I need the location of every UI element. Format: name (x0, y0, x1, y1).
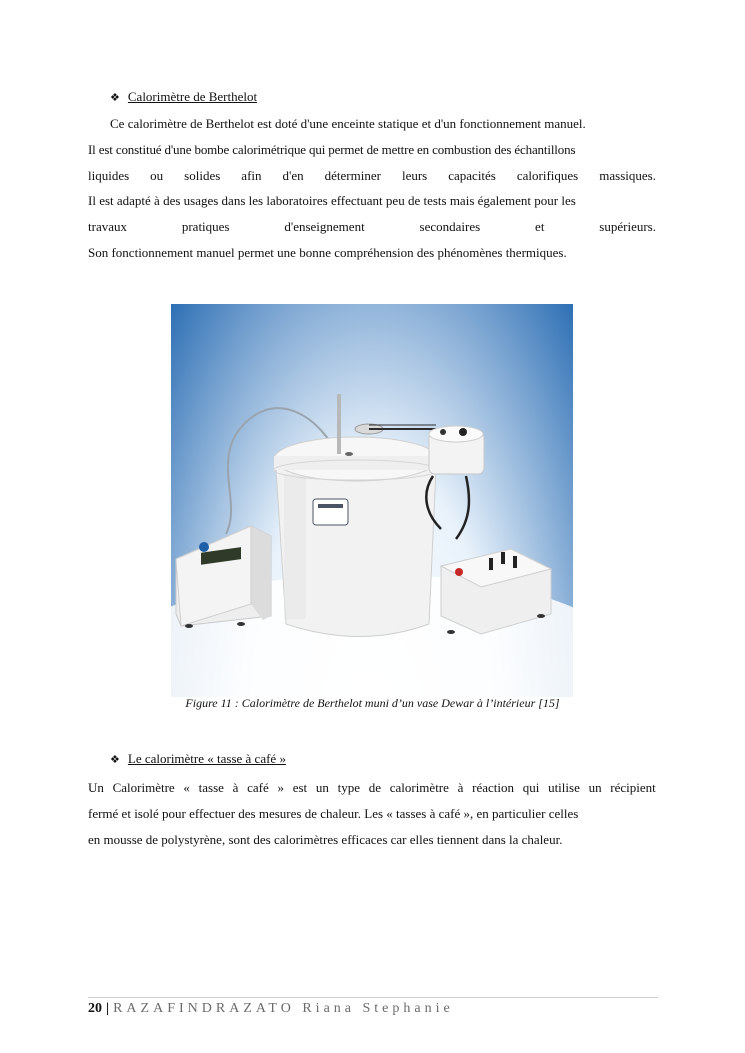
paragraph-line: Il est adapté à des usages dans les laboratoires effectuant peu de tests mais également pour les (88, 193, 576, 208)
word: récipient (610, 780, 656, 795)
word: d'en (282, 168, 304, 183)
word: à (457, 780, 464, 795)
word: afin (241, 168, 262, 183)
author-name: RAZAFINDRAZATO Riana Stephanie (113, 1001, 454, 1016)
paragraph-line: fermé et isolé pour effectuer des mesures de chaleur. Les « tasses à café », en particulier celles (88, 806, 579, 821)
word: un (315, 780, 329, 795)
word: calorimètre (389, 780, 449, 795)
word: déterminer (324, 168, 381, 183)
bullet-diamond-icon: ❖ (110, 91, 120, 104)
page-footer (88, 1001, 454, 1017)
section-heading-coffee-cup (110, 751, 286, 767)
word: tasse (198, 780, 224, 795)
word: qui (522, 780, 540, 795)
word: capacités (448, 168, 496, 183)
word: un (588, 780, 602, 795)
word: travaux (88, 219, 127, 234)
section-heading-text: Calorimètre de Berthelot (127, 89, 258, 104)
calorimeter-illustration (171, 304, 573, 697)
footer-divider (88, 997, 658, 998)
page-number: 20 (88, 1001, 102, 1016)
word: solides (184, 168, 221, 183)
word: pratiques (181, 219, 230, 234)
word: ou (150, 168, 164, 183)
bullet-diamond-icon: ❖ (110, 753, 120, 766)
paragraph-line: Ce calorimètre de Berthelot est doté d'une enceinte statique et d'un fonctionnement manuel. (110, 116, 586, 131)
word: de (368, 780, 381, 795)
word: d'enseignement (284, 219, 365, 234)
word: à (232, 780, 239, 795)
word: secondaires (419, 219, 481, 234)
word: Un (88, 780, 104, 795)
word: réaction (472, 780, 514, 795)
word: Calorimètre (112, 780, 175, 795)
word: type (337, 780, 360, 795)
word: liquides (88, 168, 130, 183)
paragraph-line-justified (88, 219, 656, 235)
figure-caption: Figure 11 : Calorimètre de Berthelot muni d’un vase Dewar à l’intérieur [15] (185, 696, 560, 710)
paragraph-line: Il est constitué d'une bombe calorimétrique qui permet de mettre en combustion des échantillons (88, 142, 576, 157)
word: supérieurs. (599, 219, 656, 234)
paragraph-line: Son fonctionnement manuel permet une bonne compréhension des phénomènes thermiques. (88, 245, 567, 260)
word: » (277, 780, 284, 795)
paragraph-line-justified (88, 780, 656, 796)
section-heading-berthelot (110, 89, 257, 105)
word: et (535, 219, 545, 234)
calorimeter-photo (171, 304, 573, 697)
word: est (292, 780, 308, 795)
paragraph-line: en mousse de polystyrène, sont des calorimètres efficaces car elles tiennent dans la chaleur. (88, 832, 563, 847)
word: café (247, 780, 269, 795)
footer-separator: | (106, 1001, 110, 1016)
word: « (183, 780, 190, 795)
word: calorifiques (516, 168, 579, 183)
word: massiques. (599, 168, 656, 183)
section-heading-text: Le calorimètre « tasse à café » (127, 751, 286, 766)
word: utilise (548, 780, 580, 795)
paragraph-line-justified (88, 168, 656, 184)
word: leurs (401, 168, 428, 183)
